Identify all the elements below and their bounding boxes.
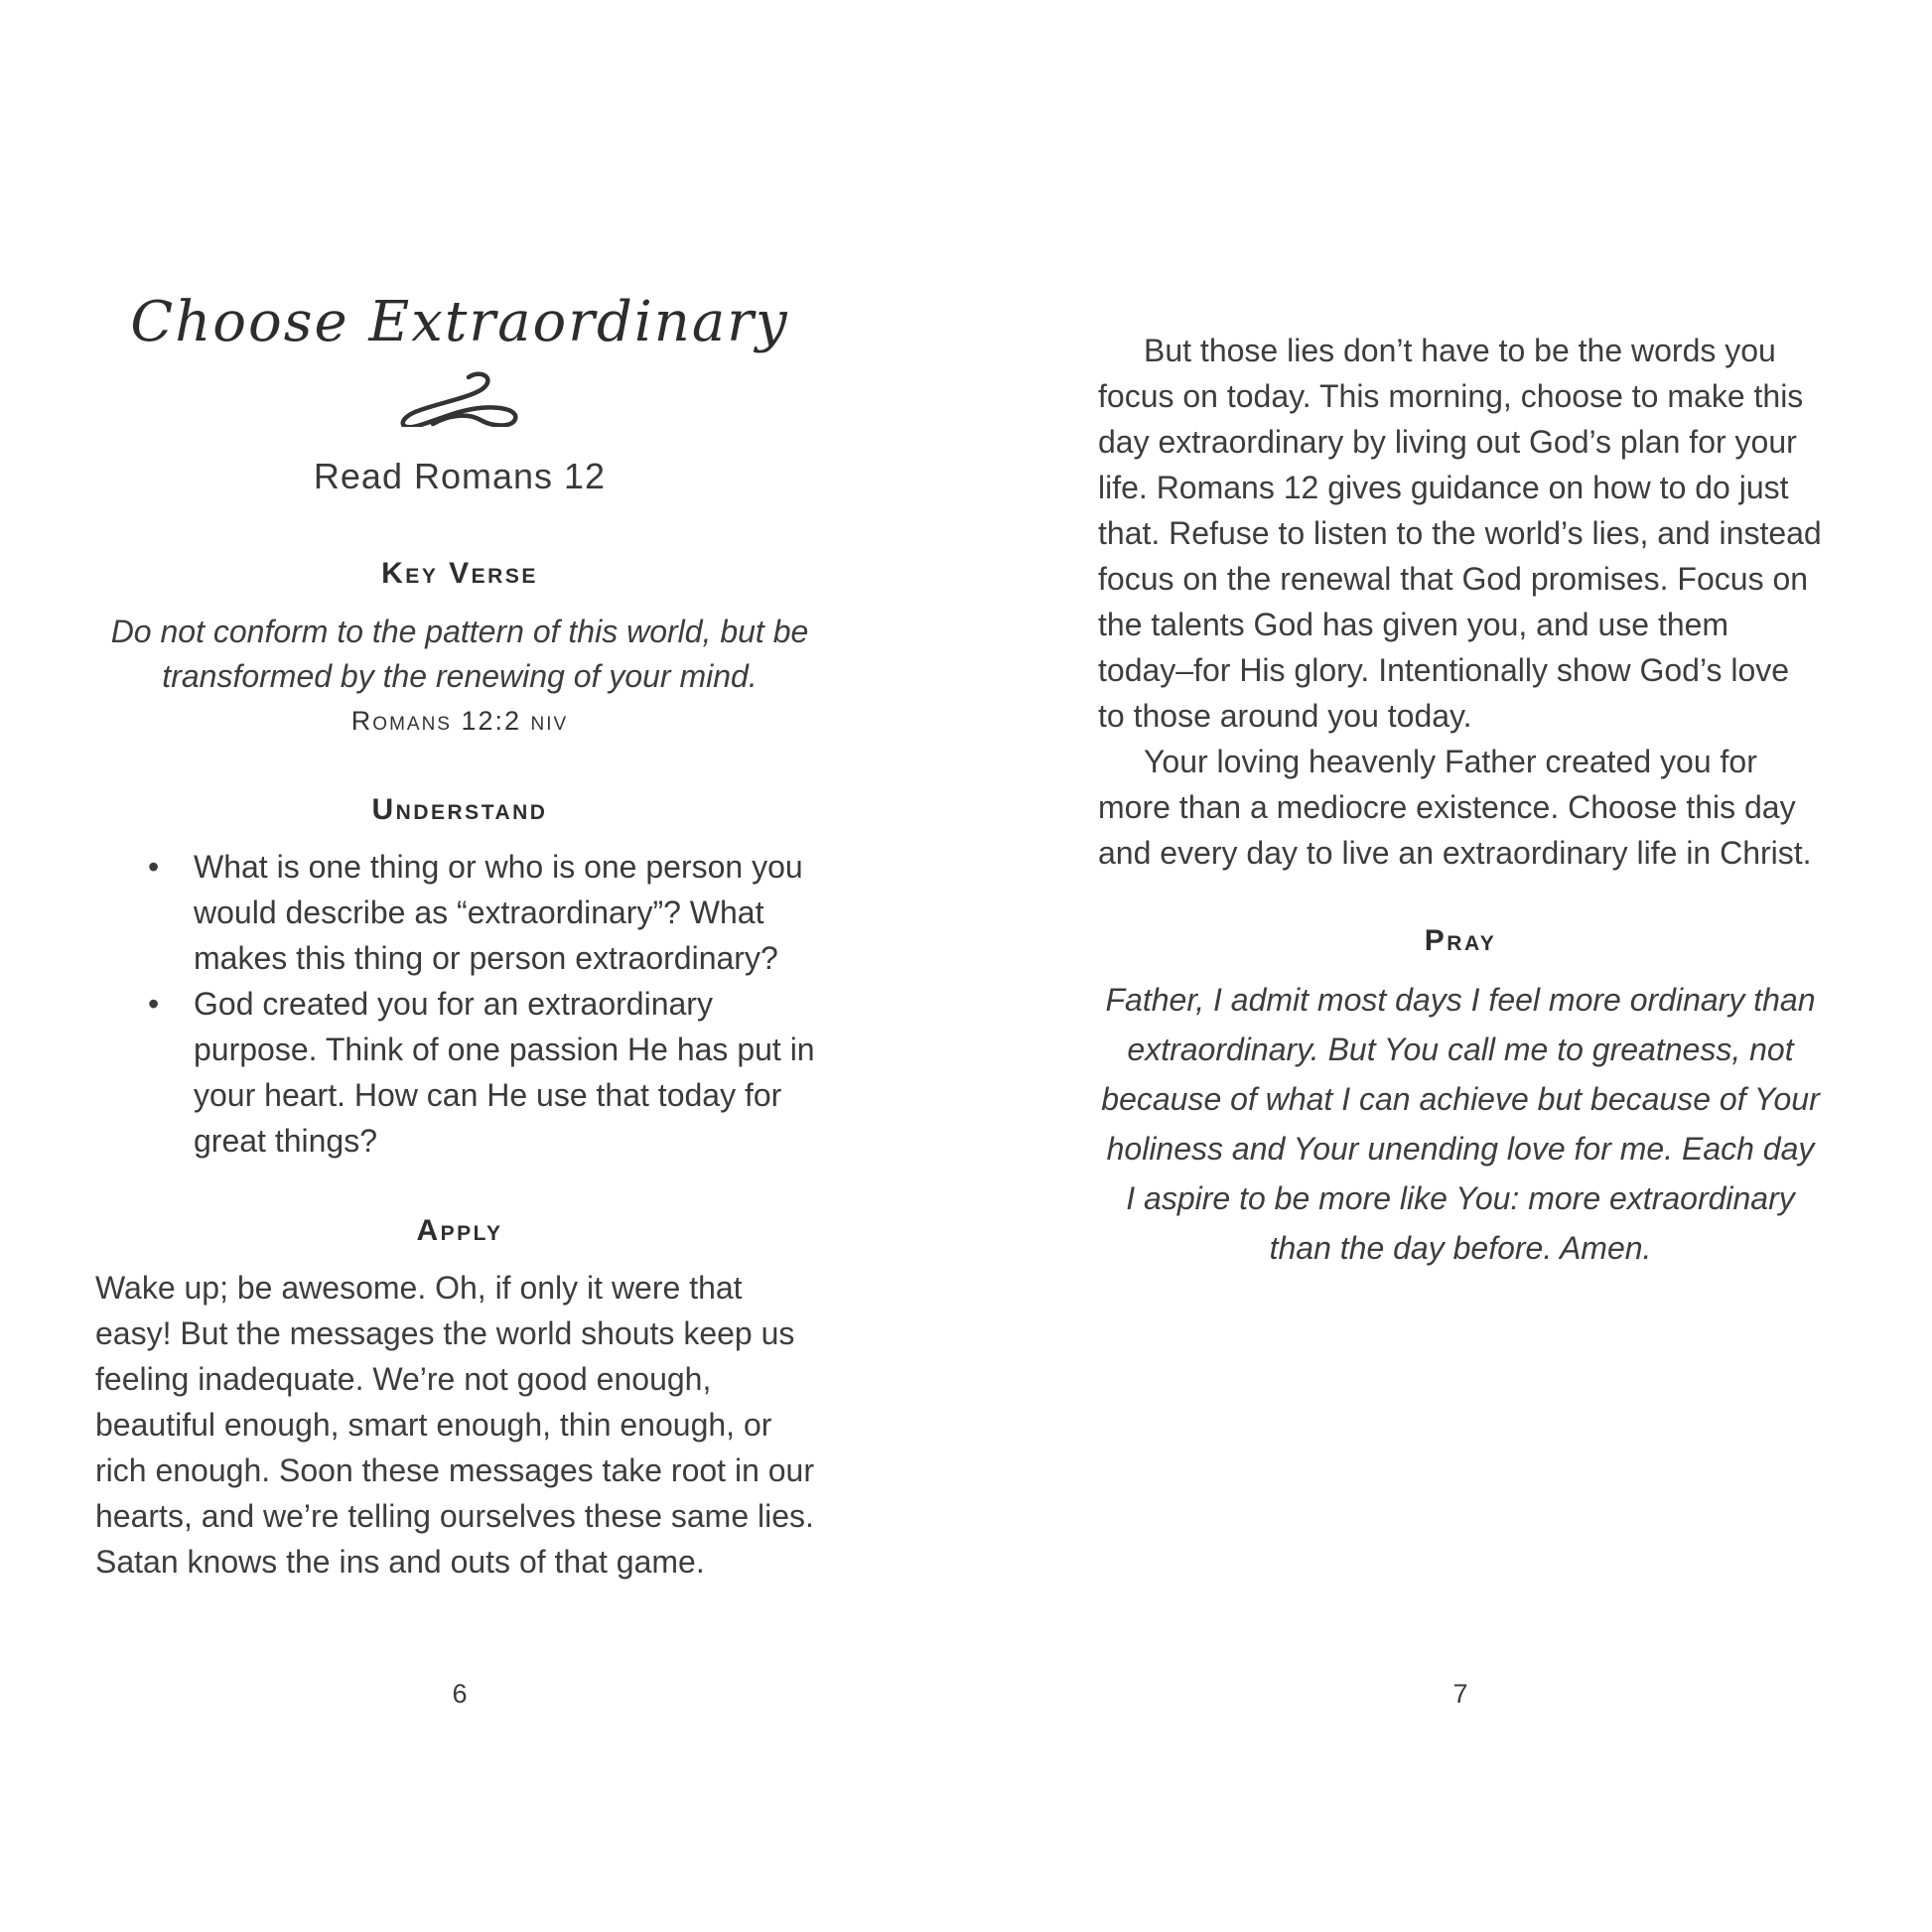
page-number-left: 6 <box>452 1679 468 1709</box>
understand-bullet-list <box>95 844 824 1164</box>
key-verse-heading: Key Verse <box>381 557 538 590</box>
bullet-text: God created you for an extraordinary purpose. Think of one passion He has put in your heart. How can He use that today for great things? <box>194 986 815 1159</box>
left-page-column <box>95 0 824 1585</box>
apply-body: Wake up; be awesome. Oh, if only it were that easy! But the messages the world shouts keep us feeling inadequate. We’re not good enough, beautiful enough, smart enough, thin enough, or rich enough. Soon these messages take root in our hearts, and we’re telling ourselves these same lies. Satan knows the ins and outs of that game. <box>95 1270 814 1580</box>
apply-heading: Apply <box>416 1214 503 1247</box>
verse-reference: Romans 12:2 niv <box>350 706 569 736</box>
flourish-ornament-icon <box>95 371 824 427</box>
bullet-icon: • <box>148 849 160 885</box>
bullet-text: What is one thing or who is one person you would describe as “extraordinary”? What makes this thing or person extraordinary? <box>194 849 803 976</box>
right-page-paragraphs <box>1098 328 1823 876</box>
bullet-item <box>95 844 824 981</box>
bullet-icon: • <box>148 986 160 1022</box>
body-paragraph: Your loving heavenly Father created you for more than a mediocre existence. Choose this day and every day to live an extraordinary life in Christ. <box>1098 744 1812 871</box>
bullet-item <box>95 981 824 1164</box>
reading-line: Read Romans 12 <box>313 456 607 496</box>
understand-heading: Understand <box>371 793 548 826</box>
page-number-right: 7 <box>1452 1679 1468 1709</box>
prayer-text: Father, I admit most days I feel more ordinary than extraordinary. But You call me to greatness, not because of what I can achieve but because of Your holiness and Your unending love for me. Each day I aspire to be more like You: more extraordinary than the day before. Amen. <box>1101 982 1820 1266</box>
body-paragraph: But those lies don’t have to be the words you focus on today. This morning, choose to make this day extraordinary by living out God’s plan for your life. Romans 12 gives guidance on how to do just that. Refuse to listen to the world’s lies, and instead focus on the renewal that God promises. Focus on the talents God has given you, and use them today–for His glory. Intentionally show God’s love to those around you today. <box>1098 333 1822 734</box>
right-page-column <box>1098 0 1823 1273</box>
key-verse-text: Do not conform to the pattern of this world, but be transformed by the renewing of your mind. <box>110 614 809 694</box>
chapter-title: Choose Extraordinary <box>130 290 789 354</box>
pray-heading: Pray <box>1424 924 1497 957</box>
